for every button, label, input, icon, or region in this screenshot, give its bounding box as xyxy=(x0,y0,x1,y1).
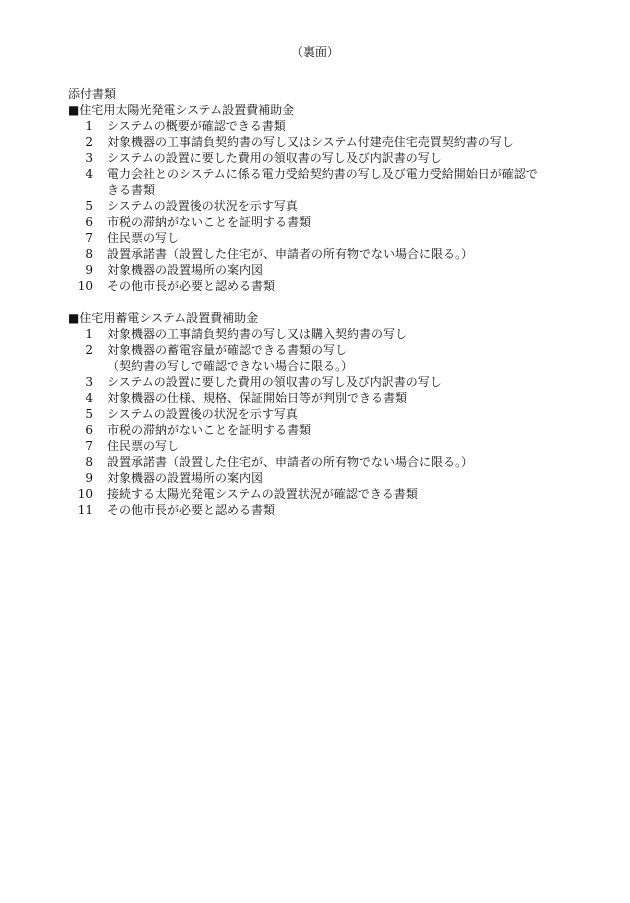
item-number: 4 xyxy=(85,391,93,405)
list-item xyxy=(68,326,568,342)
item-number: 5 xyxy=(85,199,93,213)
section-title: ■住宅用蓄電システム設置費補助金 xyxy=(68,311,259,325)
list-item xyxy=(68,422,568,438)
item-text: 対象機器の工事請負契約書の写し又はシステム付建売住宅売買契約書の写し xyxy=(107,135,514,149)
list-item xyxy=(68,262,568,278)
list-item xyxy=(68,390,568,406)
list-item xyxy=(68,438,568,454)
section-solar xyxy=(68,102,568,294)
list-item xyxy=(68,502,568,518)
item-text-continued: きる書類 xyxy=(107,183,156,197)
list-item xyxy=(68,406,568,422)
item-number: 6 xyxy=(85,423,93,437)
item-number: 4 xyxy=(85,167,93,181)
list-item xyxy=(68,198,568,214)
list-item xyxy=(68,214,568,230)
item-text: 電力会社とのシステムに係る電力受給契約書の写し及び電力受給開始日が確認で xyxy=(107,167,538,181)
item-text: 設置承諾書（設置した住宅が、申請者の所有物でない場合に限る。） xyxy=(107,455,474,469)
list-item xyxy=(68,342,568,374)
item-text: 市税の滞納がないことを証明する書類 xyxy=(107,423,312,437)
item-number: 7 xyxy=(85,439,93,453)
page-header: （裏面） xyxy=(290,45,339,59)
list-item xyxy=(68,470,568,486)
item-number: 8 xyxy=(85,247,93,261)
item-number: 2 xyxy=(85,343,93,357)
item-number: 1 xyxy=(85,327,93,341)
item-number: 10 xyxy=(77,487,93,501)
item-text: 住民票の写し xyxy=(107,231,180,245)
item-number: 10 xyxy=(77,279,93,293)
item-number: 5 xyxy=(85,407,93,421)
list-item xyxy=(68,374,568,390)
item-text: 対象機器の蓄電容量が確認できる書類の写し xyxy=(107,343,348,357)
item-text: システムの設置に要した費用の領収書の写し及び内訳書の写し xyxy=(107,151,442,165)
item-text: システムの概要が確認できる書類 xyxy=(107,119,286,133)
item-text: 設置承諾書（設置した住宅が、申請者の所有物でない場合に限る。） xyxy=(107,247,474,261)
list-item xyxy=(68,118,568,134)
section-storage xyxy=(68,310,568,518)
item-number: 7 xyxy=(85,231,93,245)
document-body xyxy=(68,86,568,534)
item-text: 対象機器の設置場所の案内図 xyxy=(107,263,264,277)
list-item xyxy=(68,486,568,502)
item-text: 対象機器の設置場所の案内図 xyxy=(107,471,264,485)
item-text: 接続する太陽光発電システムの設置状況が確認できる書類 xyxy=(107,487,418,501)
item-text: 住民票の写し xyxy=(107,439,180,453)
list-item xyxy=(68,246,568,262)
list-item xyxy=(68,278,568,294)
item-number: 11 xyxy=(77,503,93,517)
item-number: 3 xyxy=(85,151,93,165)
item-number: 8 xyxy=(85,455,93,469)
item-text: その他市長が必要と認める書類 xyxy=(107,279,276,293)
item-number: 1 xyxy=(85,119,93,133)
list-item xyxy=(68,454,568,470)
list-item xyxy=(68,150,568,166)
list-item xyxy=(68,230,568,246)
item-text: その他市長が必要と認める書類 xyxy=(107,503,276,517)
item-text-continued: （契約書の写しで確認できない場合に限る。） xyxy=(107,359,354,373)
list-item xyxy=(68,134,568,150)
item-number: 6 xyxy=(85,215,93,229)
item-number: 3 xyxy=(85,375,93,389)
item-text: システムの設置後の状況を示す写真 xyxy=(107,199,298,213)
item-text: 対象機器の仕様、規格、保証開始日等が判別できる書類 xyxy=(107,391,408,405)
item-number: 9 xyxy=(85,471,93,485)
item-text: 市税の滞納がないことを証明する書類 xyxy=(107,215,312,229)
item-text: 対象機器の工事請負契約書の写し又は購入契約書の写し xyxy=(107,327,408,341)
section-title: ■住宅用太陽光発電システム設置費補助金 xyxy=(68,103,295,117)
attachments-heading: 添付書類 xyxy=(68,87,117,101)
item-text: システムの設置に要した費用の領収書の写し及び内訳書の写し xyxy=(107,375,442,389)
item-text: システムの設置後の状況を示す写真 xyxy=(107,407,298,421)
list-item xyxy=(68,166,568,198)
item-number: 9 xyxy=(85,263,93,277)
item-number: 2 xyxy=(85,135,93,149)
